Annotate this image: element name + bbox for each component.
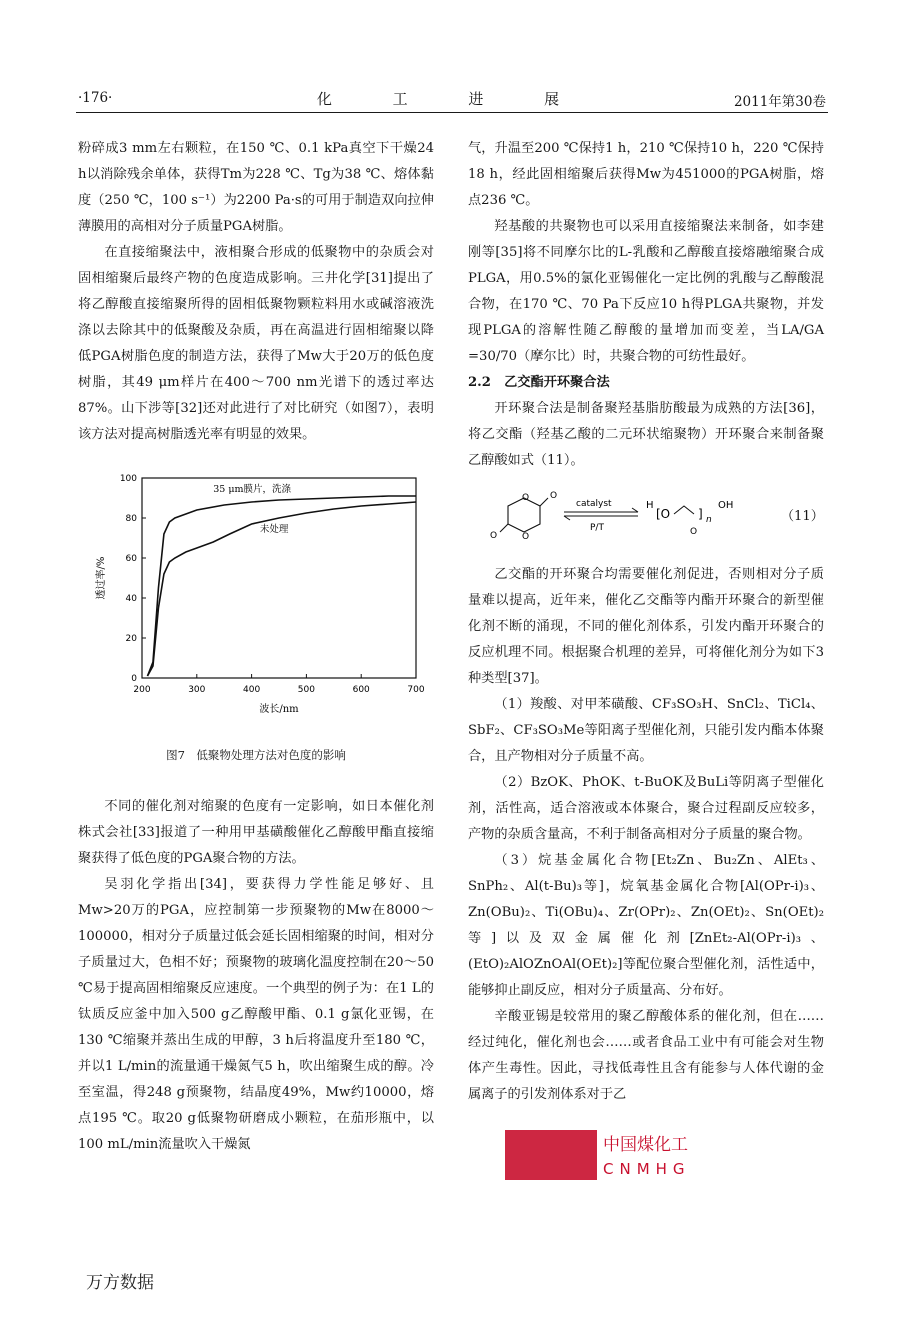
y-tick-label: 20	[125, 634, 137, 644]
svg-text:O: O	[522, 493, 530, 503]
x-tick-label: 700	[407, 685, 425, 695]
y-tick-label: 100	[119, 474, 137, 484]
svg-text:OH: OH	[718, 500, 734, 511]
paragraph: （2）BzOK、PhOK、t-BuOK及BuLi等阴离子型催化剂，活性高，适合溶液或本体聚合，聚合过程副反应较多，产物的杂质含量高，不利于制备高相对分子质量的聚合物。	[468, 775, 824, 842]
paragraph: 在直接缩聚法中，液相聚合形成的低聚物中的杂质会对固相缩聚后最终产物的色度造成影响。三井化学[31]提出了将乙醇酸直接缩聚所得的固相低聚物颗粒料用水或碱溶液洗涤以去除其中的低聚酸及杂质，再在高温进行固相缩聚以降低PGA树脂色度的制造方法，获得了Mw大于20万的低色度树脂，其49 μm样片在400～700 nm光谱下的透过率达87%。山下涉等[32]还对此进行了对比研究（如图7），表明该方法对提高树脂透光率有明显的效果。	[78, 245, 434, 442]
svg-text:O: O	[490, 531, 498, 541]
journal-title: 化 工 进 展	[316, 90, 588, 108]
x-axis-label: 波长/nm	[259, 704, 299, 715]
volume-year: 2011年第30卷	[733, 94, 826, 110]
transmittance-chart	[78, 468, 434, 728]
x-tick-label: 400	[243, 685, 261, 695]
paragraph: 不同的催化剂对缩聚的色度有一定影响，如日本催化剂株式会社[33]报道了一种用甲基磺酸催化乙醇酸甲酯直接缩聚获得了低色度的PGA聚合物的方法。	[78, 799, 434, 866]
header-rule	[76, 112, 828, 113]
paragraph: （3）烷基金属化合物[Et₂Zn、Bu₂Zn、AlEt₃、SnPh₂、Al(t-Bu)₃等]，烷氧基金属化合物[Al(OPr-i)₃、Zn(OBu)₂、Ti(OBu)₄、Zr(OPr)₂、Zn(OEt)₂、Sn(OEt)₂等]以及双金属催化剂[ZnEt₂-Al(OPr-i)₃、(EtO)₂AlOZnOAl(OEt)₂]等配位聚合型催化剂，活性适中，能够抑止副反应，相对分子质量高、分布好。	[468, 853, 824, 998]
paragraph: 乙交酯的开环聚合均需要催化剂促进，否则相对分子质量难以提高，近年来，催化乙交酯等内酯开环聚合的新型催化剂不断的涌现，不同的催化剂体系，引发内酯开环聚合的反应机理不同。根据聚合机理的差异，可将催化剂分为如下3种类型[37]。	[468, 567, 824, 686]
series-label-washed: 35 μm膜片，洗涤	[213, 484, 292, 495]
x-tick-label: 600	[352, 685, 370, 695]
watermark-en: CNMHG	[603, 1160, 691, 1178]
y-tick-label: 80	[125, 514, 137, 524]
svg-text:O: O	[522, 532, 530, 542]
y-tick-label: 0	[131, 674, 137, 684]
equation-number: （11）	[780, 509, 824, 524]
section-heading: 2.2 乙交酯开环聚合法	[468, 375, 610, 390]
y-axis-label: 透过率/%	[96, 556, 107, 600]
watermark-logo	[505, 1126, 805, 1182]
glycolide-structure	[500, 498, 548, 532]
footer-source: 万方数据	[86, 1273, 154, 1293]
equation-11	[468, 486, 824, 548]
series-line-1	[147, 496, 416, 676]
paragraph: 气，升温至200 ℃保持1 h，210 ℃保持10 h，220 ℃保持18 h，经此固相缩聚后获得Mw为451000的PGA树脂，熔点236 ℃。	[468, 141, 824, 208]
catalyst-label: catalyst	[576, 499, 612, 509]
y-tick-label: 40	[125, 594, 137, 604]
ring-opening-scheme	[468, 486, 768, 548]
figure-caption: 图7 低聚物处理方法对色度的影响	[166, 748, 346, 762]
x-tick-label: 300	[188, 685, 206, 695]
page-number: ·176·	[78, 90, 113, 106]
series-label-untreated: 未处理	[259, 524, 289, 535]
paragraph: 辛酸亚锡是较常用的聚乙醇酸体系的催化剂，但在……经过纯化，催化剂也会……或者食品工业中有可能会对生物体产生毒性。因此，寻找低毒性且含有能参与人体代谢的金属离子的引发剂体系对于乙	[468, 1009, 824, 1102]
svg-text:H: H	[646, 500, 654, 511]
svg-text:]: ]	[698, 507, 703, 521]
left-column	[78, 136, 434, 1158]
watermark-cn: 中国煤化工	[603, 1135, 688, 1155]
plot-frame	[142, 478, 416, 678]
x-tick-label: 200	[133, 685, 151, 695]
y-tick-label: 60	[125, 554, 137, 564]
x-tick-label: 500	[297, 685, 315, 695]
paragraph: 粉碎成3 mm左右颗粒，在150 ℃、0.1 kPa真空下干燥24 h以消除残余单体，获得Tm为228 ℃、Tg为38 ℃、熔体黏度（250 ℃，100 s⁻¹）为2200 Pa·s的可用于制造双向拉伸薄膜用的高相对分子质量PGA树脂。	[78, 141, 434, 234]
page-header	[78, 86, 826, 110]
svg-text:O: O	[690, 527, 698, 537]
svg-text:O: O	[550, 491, 558, 501]
paragraph: 开环聚合法是制备聚羟基脂肪酸最为成熟的方法[36]，将乙交酯（羟基乙酸的二元环状缩聚物）开环聚合来制备聚乙醇酸如式（11）。	[468, 401, 824, 468]
svg-text:n: n	[706, 515, 712, 525]
paragraph: 吴羽化学指出[34]，要获得力学性能足够好、且Mw>20万的PGA，应控制第一步预聚物的Mw在8000～100000，相对分子质量过低会延长固相缩聚的时间，相对分子质量过大，色相不好；预聚物的玻璃化温度控制在20～50 ℃易于提高固相缩聚反应速度。一个典型的例子为：在1 L的钛质反应釜中加入500 g乙醇酸甲酯、0.1 g氯化亚锡，在130 ℃缩聚并蒸出生成的甲醇，3 h后将温度升至180 ℃，并以1 L/min的流量通干燥氮气5 h，吹出缩聚生成的醇。冷至室温，得248 g预聚物，结晶度49%，Mw约10000，熔点195 ℃。取20 g低聚物研磨成小颗粒，在茄形瓶中，以100 mL/min流量吹入干燥氮	[78, 877, 434, 1152]
figure-7	[78, 468, 434, 768]
paragraph: （1）羧酸、对甲苯磺酸、CF₃SO₃H、SnCl₂、TiCl₄、SbF₂、CF₃SO₃Me等阳离子型催化剂，只能引发内酯本体聚合，且产物相对分子质量不高。	[468, 697, 824, 764]
svg-text:[O: [O	[656, 507, 671, 521]
paragraph: 羟基酸的共聚物也可以采用直接缩聚法来制备，如李建刚等[35]将不同摩尔比的L-乳酸和乙醇酸直接熔融缩聚合成PLGA，用0.5%的氯化亚锡催化一定比例的乳酸与乙醇酸混合物，在170 ℃、70 Pa下反应10 h得PLGA共聚物，并发现PLGA的溶解性随乙醇酸的量增加而变差，当LA/GA =30/70（摩尔比）时，共聚合物的可纺性最好。	[468, 219, 824, 364]
right-column	[468, 136, 824, 1108]
condition-label: P/T	[590, 523, 604, 533]
